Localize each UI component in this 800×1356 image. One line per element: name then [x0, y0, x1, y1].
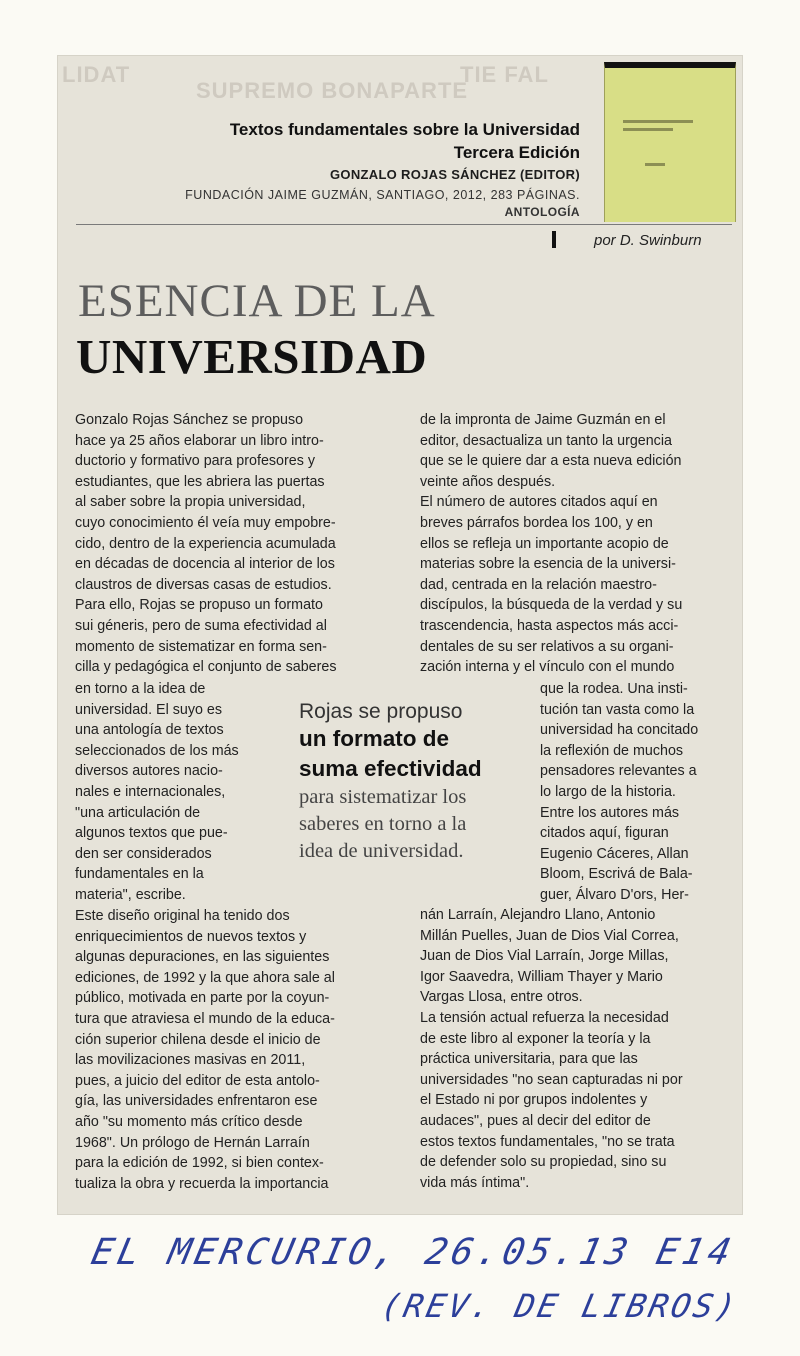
text-line: que se le quiere dar a esta nueva edición [420, 453, 682, 470]
text-line: de defender solo su propiedad, sino su [420, 1154, 667, 1171]
text-line: Bloom, Escrivá de Bala- [540, 866, 693, 883]
text-line: La tensión actual refuerza la necesidad [420, 1009, 669, 1026]
text-line: de este libro al exponer la teoría y la [420, 1030, 651, 1047]
text-line: citados aquí, figuran [540, 825, 669, 842]
text-line: ellos se refleja un importante acopio de [420, 535, 669, 552]
pull-quote-line-5: saberes en torno a la [299, 813, 467, 835]
headline-line-1: ESENCIA DE LA [78, 275, 436, 327]
pull-quote-emphasis-2: suma efectividad [299, 756, 482, 781]
text-line: cilla y pedagógica el conjunto de saberes [75, 659, 337, 676]
text-line: zación interna y el vínculo con el mundo [420, 659, 675, 676]
text-line: para la edición de 1992, si bien contex- [75, 1155, 324, 1172]
column-2-top-text [420, 410, 740, 678]
book-publisher: FUNDACIÓN JAIME GUZMÁN, SANTIAGO, 2012, 283 PÁGINAS. [185, 188, 580, 202]
pull-quote-emphasis-1: un formato de [299, 726, 449, 751]
text-line: que la rodea. Una insti- [540, 681, 688, 697]
text-line: Igor Saavedra, William Thayer y Mario [420, 968, 663, 985]
text-line: dentales de su ser relativos a su organi- [420, 638, 674, 655]
text-line: enriquecimientos de nuevos textos y [75, 928, 307, 945]
book-editor: GONZALO ROJAS SÁNCHEZ (EDITOR) [330, 167, 580, 182]
text-line: pues, a juicio del editor de esta antolo- [75, 1072, 320, 1089]
text-line: discípulos, la búsqueda de la verdad y su [420, 597, 683, 614]
text-line: algunos textos que pue- [75, 825, 228, 842]
text-line: materias sobre la esencia de la universi- [420, 556, 676, 573]
pull-quote [299, 700, 535, 865]
text-line: universidad. El suyo es [75, 701, 223, 718]
text-line: trascendencia, hasta aspectos más acci- [420, 617, 679, 634]
header-divider [76, 224, 732, 225]
text-line: una antología de textos [75, 722, 224, 739]
text-line: editor, desactualiza un tanto la urgencia [420, 432, 672, 449]
text-line: Entre los autores más [540, 804, 680, 821]
text-line: seleccionados de los más [75, 742, 239, 759]
text-line: claustros de diversas casas de estudios. [75, 576, 332, 593]
handwritten-source-line-2: (REV. DE LIBROS) [377, 1287, 743, 1325]
cover-logo-mark [645, 163, 665, 166]
pull-quote-intro: Rojas se propuso [299, 700, 463, 723]
text-line: 1968". Un prólogo de Hernán Larraín [75, 1134, 310, 1151]
text-line: algunas depuraciones, en las siguientes [75, 949, 330, 966]
text-line: estudiantes, que les abriera las puertas [75, 473, 325, 490]
pull-quote-line-6: idea de universidad. [299, 840, 464, 862]
text-line: materia", escribe. [75, 886, 186, 903]
cover-title-mark [623, 120, 693, 123]
byline: por D. Swinburn [594, 232, 702, 249]
column-1-bottom-text [75, 906, 391, 1194]
byline-marker [552, 231, 556, 248]
text-line: universidades "no sean capturadas ni por [420, 1071, 683, 1088]
text-line: veinte años después. [420, 473, 556, 490]
text-line: Juan de Dios Vial Larraín, Jorge Millas, [420, 948, 669, 965]
text-line: hace ya 25 años elaborar un libro intro- [75, 432, 324, 449]
bleed-through-text: LIDAT [62, 62, 131, 87]
text-line: Vargas Llosa, entre otros. [420, 989, 583, 1006]
text-line: sui géneris, pero de suma efectividad al [75, 617, 327, 634]
text-line: Gonzalo Rojas Sánchez se propuso [75, 412, 304, 428]
text-line: tura que atraviesa el mundo de la educa- [75, 1010, 335, 1027]
text-line: en décadas de docencia al interior de los [75, 556, 335, 573]
text-line: fundamentales en la [75, 866, 204, 883]
handwritten-source-note [87, 1232, 743, 1342]
text-line: den ser considerados [75, 845, 212, 862]
text-line: audaces", pues al decir del editor de [420, 1112, 651, 1129]
text-line: Millán Puelles, Juan de Dios Vial Correa, [420, 927, 679, 944]
text-line: diversos autores nacio- [75, 763, 223, 780]
text-line: ción superior chilena desde el inicio de [75, 1031, 321, 1048]
text-line: cido, dentro de la experiencia acumulada [75, 535, 336, 552]
column-2-wrap-text [540, 679, 740, 906]
book-cover-image [604, 62, 736, 222]
text-line: gía, las universidades enfrentaron ese [75, 1093, 318, 1110]
text-line: las movilizaciones masivas en 2011, [75, 1052, 306, 1069]
book-genre: ANTOLOGÍA [504, 205, 580, 219]
text-line: tualiza la obra y recuerda la importancia [75, 1175, 329, 1192]
column-1-wrap-text [75, 679, 275, 906]
text-line: cuyo conocimiento él veía muy empobre- [75, 514, 336, 531]
text-line: vida más íntima". [420, 1174, 530, 1191]
text-line: tución tan vasta como la [540, 701, 695, 718]
headline-line-2: UNIVERSIDAD [76, 329, 428, 384]
text-line: momento de sistematizar en forma sen- [75, 638, 327, 655]
text-line: universidad ha concitado [540, 722, 699, 739]
text-line: pensadores relevantes a [540, 763, 697, 780]
handwritten-source-line-1: EL MERCURIO, 26.05.13 E14 [87, 1232, 739, 1273]
book-title: Textos fundamentales sobre la Universidad [229, 120, 580, 139]
cover-subtitle-mark [623, 128, 673, 131]
text-line: Para ello, Rojas se propuso un formato [75, 597, 323, 614]
text-line: "una articulación de [75, 804, 201, 821]
text-line: la reflexión de muchos [540, 742, 684, 759]
text-line: en torno a la idea de [75, 681, 206, 697]
text-line: El número de autores citados aquí en [420, 494, 658, 511]
pull-quote-line-4: para sistematizar los [299, 786, 467, 808]
book-edition: Tercera Edición [453, 143, 580, 162]
text-line: breves párrafos bordea los 100, y en [420, 514, 653, 531]
text-line: al saber sobre la propia universidad, [75, 494, 306, 511]
text-line: Este diseño original ha tenido dos [75, 908, 290, 924]
text-line: guer, Álvaro D'ors, Her- [540, 886, 689, 903]
bleed-through-text: TIE FAL [460, 62, 549, 87]
text-line: dad, centrada en la relación maestro- [420, 576, 657, 593]
text-line: año "su momento más crítico desde [75, 1113, 303, 1130]
column-1-top-text [75, 410, 391, 678]
text-line: público, motivada en parte por la coyun- [75, 990, 330, 1007]
text-line: ediciones, de 1992 y la que ahora sale al [75, 969, 335, 986]
text-line: estos textos fundamentales, "no se trata [420, 1133, 675, 1150]
text-line: nales e internacionales, [75, 783, 226, 800]
text-line: nán Larraín, Alejandro Llano, Antonio [420, 907, 656, 923]
text-line: práctica universitaria, para que las [420, 1051, 638, 1068]
text-line: ductorio y formativo para profesores y [75, 453, 315, 470]
bleed-through-text: SUPREMO BONAPARTE [196, 78, 469, 103]
column-2-bottom-text [420, 905, 740, 1193]
text-line: Eugenio Cáceres, Allan [540, 845, 689, 862]
text-line: lo largo de la historia. [540, 783, 676, 800]
text-line: de la impronta de Jaime Guzmán en el [420, 412, 666, 428]
text-line: el Estado ni por grupos indolentes y [420, 1092, 648, 1109]
